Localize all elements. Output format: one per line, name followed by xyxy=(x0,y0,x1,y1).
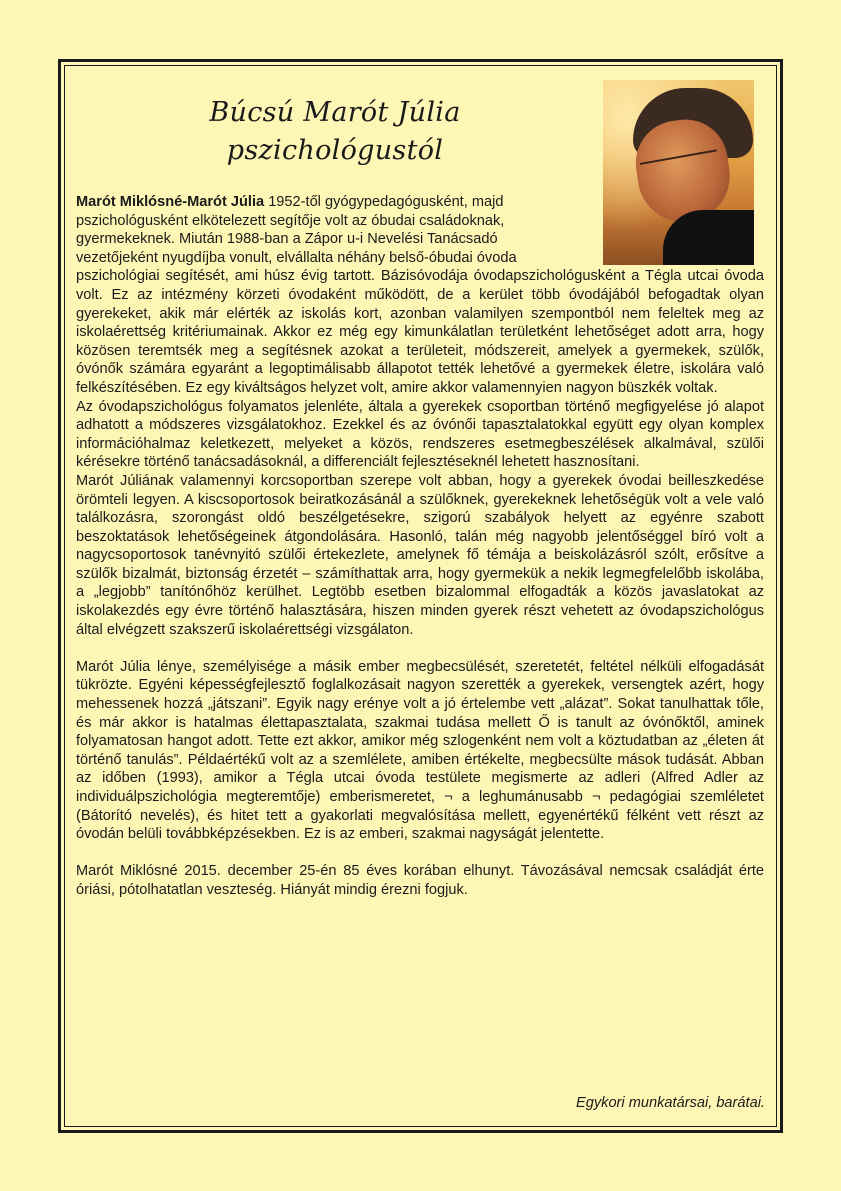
title-line-1: Búcsú Marót Júlia xyxy=(209,97,461,128)
page-title xyxy=(150,94,520,170)
person-name: Marót Miklósné-Marót Júlia xyxy=(76,194,265,210)
paragraph-integration: Marót Júliának valamennyi korcsoportban szerepe volt abban, hogy a gyerekek óvodai beilleszkedése örömteli legyen. A kiscsoportosok beiratkozásánál a szülőknek, gyerekeknek lehetőségük volt a vele való találkozásra, szorongást oldó beszélgetésekre, szigorú szabályok helyett az egyénre szabott beszoktatások lehetőségeinek átgondolására. Hasonló, talán még nagyobb jelentőséggel bíró volt a nagycsoportosok tanévnyitó szülői értekezlete, amelynek fő témája a beiskolázásról szólt, erősítve a szülők bizalmát, biztonság érzetét – számíthattak arra, hogy gyermekük a nekik legmegfelelőbb iskolába, a „legjobb” tanítónőhöz kerülhet. Legtöbb esetben bizalommal elfogadták a közös javaslatokat az iskolakezdés egy évre történő halasztására, hiszen minden gyerek részt vehetett az óvodapszichológus által elvégzett szakszerű iskolaérettségi vizsgálaton. xyxy=(76,472,764,638)
intro-paragraph-rest: pszichológiai segítését, ami húsz évig tartott. Bázisóvodája óvodapszichológusként a Tégla utcai óvoda volt. Ez az intézmény körzeti óvodaként működött, de a kerület több óvodájából befogadtak olyan gyerekeket, akik már elérték az iskolás kort, azonban valamilyen szempontból nem feleltek meg az iskolaérettség kritériumainak. Akkor ez még egy kimunkálatlan területként lehetőséget adott arra, hogy közösen teremtsék meg a segítésnek azokat a területeit, módszereit, amelyek a gyermekek, szülők, óvónők számára egyaránt a legoptimálisabb állapotot tették lehetővé a gyermekek életre, iskolára való felkészítésében. Ez egy kiváltságos helyzet volt, amire akkor valamennyien nagyon büszkék voltak. xyxy=(76,268,764,396)
title-line-2: pszichológustól xyxy=(226,135,444,166)
paragraph-observation: Az óvodapszichológus folyamatos jelenléte, általa a gyerekek csoportban történő megfigyelése jó alapot adhatott a módszeres vizsgálatokhoz. Ezekkel és az óvónői tapasztalatokkal együtt egy olyan komplex információhalmaz keletkezett, melyeket a közös, rendszeres esetmegbeszélések alkalmával, szülői kérésekre történő tanácsadásoknál, a differenciált fejlesztéseknél lehetett hasznosítani. xyxy=(76,398,764,471)
intro-line-4: vezetőjeként nyugdíjba vonult, elvállalta néhány belső-óbudai óvoda xyxy=(76,249,517,266)
intro-line-3: gyermekeknek. Miután 1988-ban a Zápor u-i Nevelési Tanácsadó xyxy=(76,231,498,248)
intro-line-1 xyxy=(76,193,588,212)
signature: Egykori munkatársai, barátai. xyxy=(576,1095,765,1111)
paragraph-personality: Marót Júlia lénye, személyisége a másik ember megbecsülését, szeretetét, feltétel nélküli elfogadását tükrözte. Egyéni képességfejlesztő foglalkozásait nagyon szerették a gyerekek, versengtek azért, hogy mehessenek hozzá „játszani”. Egyik nagy erénye volt a jó értelembe vett „alázat”. Sokat tanulhattak tőle, és már akkor is hatalmas élettapasztalata, szakmai tudása mellett Ő is tanult az óvónőktől, aminek folyamatosan hangot adott. Tette ezt akkor, amikor még szlogenként nem volt a köztudatban az „életen át történő tanulás”. Példaértékű volt az a szemlélete, amiben értékelte, megbecsülte mások tudását. Abban az időben (1993), amikor a Tégla utcai óvoda testülete megismerte az adleri (Alfred Adler az individuálpszichológia megteremtője) emberismeretet, ¬ a leghumánusabb ¬ pedagógiai szemléletet (Bátorító nevelés), és hitet tett a gyakorlati megvalósítása mellett, egyenértékű félként vett részt az óvodán belüli továbbképzésekben. Ez is az emberi, szakmai nagyságát jelentette. xyxy=(76,658,764,843)
intro-line-2: pszichológusként elkötelezett segítője volt az óbudai családoknak, xyxy=(76,212,505,229)
intro-line-1-text: 1952-től gyógypedagógusként, majd xyxy=(268,194,504,210)
article-body xyxy=(76,193,764,900)
paragraph-obituary: Marót Miklósné 2015. december 25-én 85 éves korában elhunyt. Távozásával nemcsak családját érte óriási, pótolhatatlan veszteség. Hiányát mindig érezni fogjuk. xyxy=(76,863,764,898)
paragraph-gap xyxy=(76,844,764,863)
paragraph-gap xyxy=(76,639,764,658)
